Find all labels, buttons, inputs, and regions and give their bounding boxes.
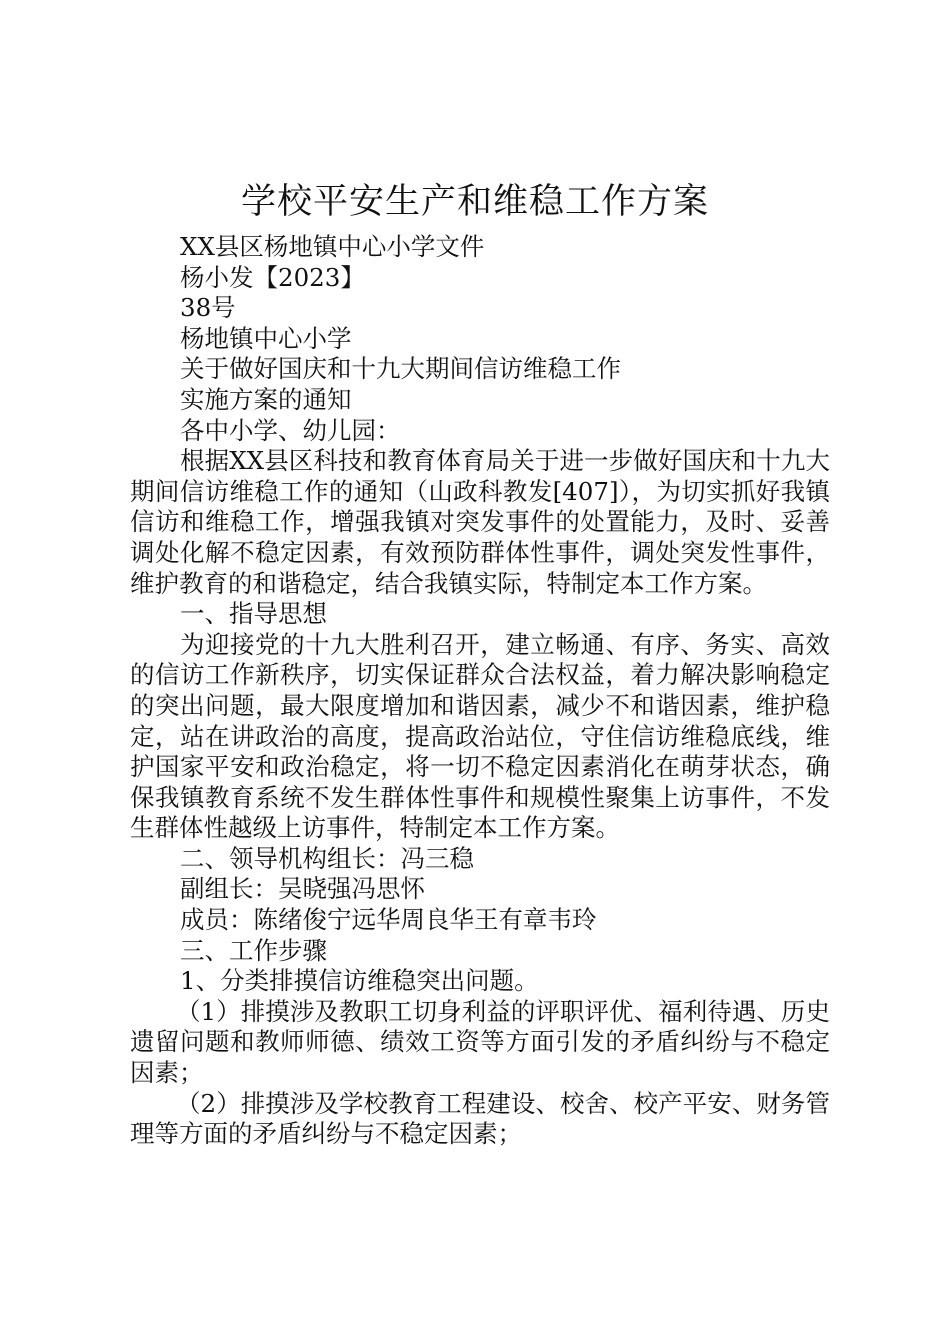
notice-subject-line-1: 关于做好国庆和十九大期间信访维稳工作 <box>180 354 621 384</box>
step-1-item-2: （2）排摸涉及学校教育工程建设、校舍、校产平安、财务管理等方面的矛盾纠纷与不稳定因素； <box>130 1088 830 1149</box>
guiding-ideology-paragraph: 为迎接党的十九大胜利召开，建立畅通、有序、务实、高效的信访工作新秩序，切实保证群众合法权益，着力解决影响稳定的突出问题，最大限度增加和谐因素，减少不和谐因素，维护稳定，站在讲政治的高度，提高政治站位，守住信访维稳底线，维护国家平安和政治稳定，将一切不稳定因素消化在萌芽状态，确保我镇教育系统不发生群体性事件和规模性聚集上访事件，不发生群体性越级上访事件，特制定本工作方案。 <box>130 629 830 843</box>
section-heading-work-steps: 三、工作步骤 <box>180 935 327 965</box>
members-line: 成员：陈绪俊宁远华周良华王有章韦玲 <box>180 905 597 935</box>
intro-paragraph: 根据XX县区科技和教育体育局关于进一步做好国庆和十九大期间信访维稳工作的通知（山政科教发[407]），为切实抓好我镇信访和维稳工作，增强我镇对突发事件的处置能力，及时、妥善调处化解不稳定因素，有效预防群体性事件，调处突发性事件，维护教育的和谐稳定，结合我镇实际，特制定本工作方案。 <box>130 446 830 598</box>
deputy-leader-line: 副组长：吴晓强冯思怀 <box>180 874 425 904</box>
school-name-line: 杨地镇中心小学 <box>180 323 352 353</box>
step-1-heading: 1、分类排摸信访维稳突出问题。 <box>180 966 539 996</box>
section-heading-guiding-ideology: 一、指导思想 <box>180 599 327 629</box>
step-1-item-1: （1）排摸涉及教职工切身利益的评职评优、福利待遇、历史遗留问题和教师师德、绩效工资等方面引发的矛盾纠纷与不稳定因素； <box>130 996 830 1088</box>
section-heading-leadership: 二、领导机构组长：冯三稳 <box>180 843 474 873</box>
document-number-suffix: 38号 <box>180 293 236 323</box>
addressee-line: 各中小学、幼儿园： <box>180 415 401 445</box>
issuer-line: XX县区杨地镇中心小学文件 <box>180 232 485 261</box>
document-title: 学校平安生产和维稳工作方案 <box>240 182 709 222</box>
notice-subject-line-2: 实施方案的通知 <box>180 384 352 414</box>
document-number-line: 杨小发【2023】 <box>180 262 365 292</box>
document-body <box>130 232 830 1150</box>
